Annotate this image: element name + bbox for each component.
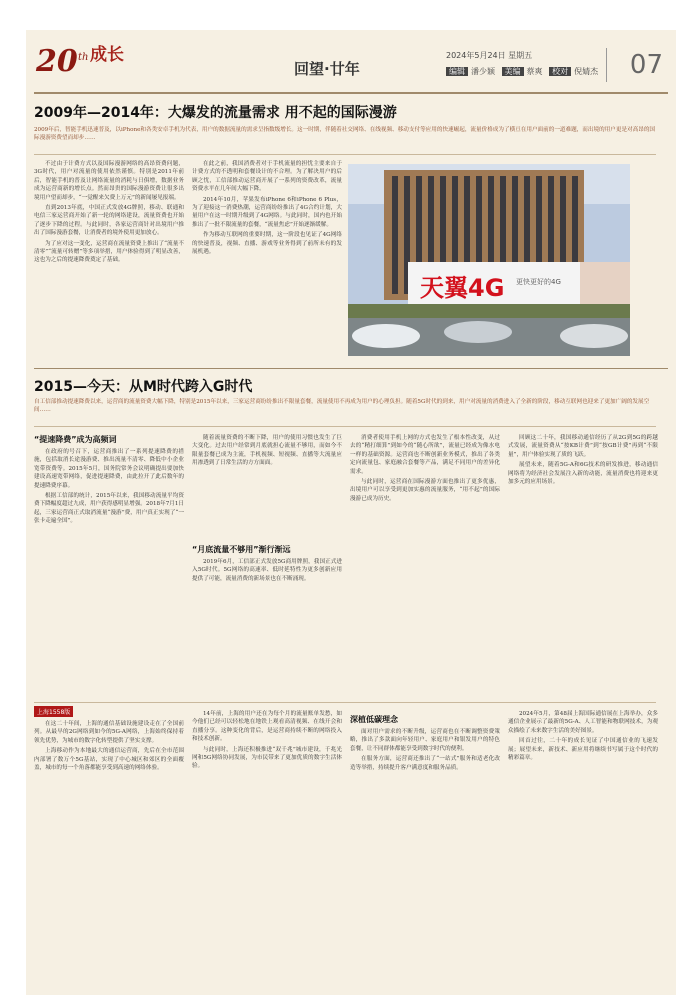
section1-column-1 [34, 160, 184, 360]
section2-lead: 自工信部推动提速降费以来，运营商的流量资费大幅下降，特别是2015年以来，三家运营商纷纷推出不限量套餐，流量使用不再成为用户的心理负担。随着5G时代的到来，用户对流量的消费进入了全新的阶段，移动互联网也迎来了更加广阔的发展空间…… [34, 399, 650, 413]
proofreader-tag: 校对 [549, 67, 571, 76]
section2-column-3 [350, 434, 500, 698]
paragraph: 在政府的号召下，运营商推出了一系列提速降费的措施，包括取消长途漫游费、推出流量不清零、降低中小企业宽带资费等。2015年5月，国务院常务会议明确提出要加快建设高速宽带网络，促进提速降费，由此拉开了此后数年的提速降费序幕。 [34, 449, 184, 489]
editor-tag: 编辑 [446, 67, 468, 76]
section2-column-2-bottom [192, 558, 342, 698]
editor-name: 潘少颖 [471, 67, 495, 76]
subhead-month-end-data: “月底流量不够用”渐行渐远 [192, 545, 291, 554]
paragraph: 在此之前，我国消费者对于手机流量的担忧主要来自于计费方式的不透明和套餐设计的不合理。为了解决用户的后顾之忧，工信部推动运营商开展了一系列的资费改革，流量资费水平在几年间大幅下降。 [192, 161, 342, 193]
section2-column-1 [34, 448, 184, 698]
masthead-rule [34, 92, 668, 94]
section2-column-2-top [192, 434, 342, 538]
paragraph: 直到2013年底，中国正式发放4G牌照，移动、联通和电信三家运营商开始了新一轮的网络建设，流量资费也开始了逐步下降的过程。与此同时，各家运营商针对出境用户推出了国际漫游套餐，让消费者的境外使用更加放心。 [34, 205, 184, 237]
section2-title: 2015—今天：从M时代跨入G时代 [34, 379, 253, 395]
paragraph: 与此同时，运营商在国际漫游方面也推出了更多优惠，出境用户可以享受到更加实惠的流量服务，“用不起”的国际漫游已成为历史。 [350, 479, 500, 502]
paragraph: 2014年10月，苹果发布iPhone 6和iPhone 6 Plus，为了迎接这一消费热潮，运营商纷纷推出了4G合约计划，大量用户在这一时期升级到了4G网络。与此同时，国内也开始推出了一批不限流量的套餐，“流量焦虑”开始逐渐缓解。 [192, 196, 342, 228]
billboard-illustration [348, 164, 630, 356]
section3-column-1 [34, 720, 184, 985]
paragraph: 展望未来，随着5G-A和6G技术的研发推进，移动通信网络将为经济社会发展注入新的动能，流量消费也将迎来更加多元的应用场景。 [508, 462, 658, 486]
paragraph: 回顾这二十年，我国移动通信经历了从2G到5G的跨越式发展，流量资费从“按KB计费”到“按GB计费”再到“不限量”，用户体验实现了质的飞跃。 [508, 435, 658, 458]
paragraph: 作为移动互联网的重要时期，这一阶段也见证了4G网络的快速普及，视频、直播、游戏等业务得到了前所未有的发展机遇。 [192, 232, 342, 256]
paragraph: 回首过往，二十年的成长见证了中国通信业的飞速发展；展望未来，新技术、新应用将继续书写属于这个时代的精彩篇章。 [508, 738, 658, 762]
paragraph: 不过由于计费方式以及国际漫游网络的高昂资费问题，3G时代，用户对流量的使用依然谨慎。特别是2011年前后，智能手机的普及让网络流量的消耗与日俱增，数据业务成为运营商新的增长点。然而昂贵的国际漫游资费让很多出境用户望而却步，“一觉醒来欠费上万元”的新闻屡见报端。 [34, 161, 184, 201]
designer-tag: 美编 [502, 67, 524, 76]
paragraph: 2024年5月，第48届上海国际通信展在上海举办，众多通信企业展示了最新的5G-A、人工智能和物联网技术，为观众描绘了未来数字生活的美好图景。 [508, 711, 658, 734]
divider [34, 702, 656, 703]
section3-column-3 [350, 728, 500, 985]
billboard-subtext: 更快更好的4G [516, 278, 561, 286]
newspaper-page [26, 30, 676, 995]
edition-tag: 上海1558版 [34, 706, 73, 717]
issue-date: 2024年5月24日 星期五 [446, 51, 533, 60]
paragraph: 随着流量资费的不断下降，用户的使用习惯也发生了巨大变化。过去用户经常到月底就担心流量不够用，而如今不限量套餐已成为主流，手机视频、短视频、直播等大流量应用渗透到了日常生活的方方面面。 [192, 435, 342, 467]
paragraph: 2019年6月，工信部正式发放5G商用牌照，我国正式进入5G时代。5G网络的高速率、低时延特性为更多创新应用提供了可能，流量消费的新场景也在不断涌现。 [192, 559, 342, 582]
paragraph: 在服务方面，运营商还推出了“一站式”服务和适老化改造等举措，持续提升客户满意度和服务品质。 [350, 756, 500, 771]
divider [34, 154, 656, 155]
masthead [26, 30, 676, 90]
subhead-speed-up-fee-cut: “提速降费”成为高频词 [34, 435, 117, 444]
section1-column-2 [192, 160, 342, 360]
section3-column-2 [192, 710, 342, 985]
section1-title: 2009年—2014年：大爆发的流量需求 用不起的国际漫游 [34, 105, 397, 121]
paragraph: 消费者使用手机上网的方式也发生了根本性改变，从过去的“精打细算”到如今的“随心所欲”，流量已经成为像水电一样的基础资源。运营商也不断创新业务模式，推出了各类定向流量包、家庭融合套餐等产品，满足不同用户的差异化需求。 [350, 435, 500, 475]
paragraph: 与此同时，上海还积极推进“双千兆”城市建设，千兆光网和5G网络协同发展，为市民带来了更加优质的数字生活体验。 [192, 746, 342, 770]
billboard-text: 天翼4G [420, 274, 505, 302]
section2-column-4 [508, 434, 658, 698]
billboard-photo [348, 164, 630, 356]
subhead-low-carbon: 深植低碳理念 [350, 715, 398, 724]
section-name: 回望·廿年 [294, 60, 360, 78]
designer-name: 蔡爽 [526, 67, 543, 76]
editor-credits [446, 66, 598, 77]
logo-text: 成长 [90, 45, 124, 65]
paragraph: 根据工信部的统计，2015年以来，我国移动流量平均资费下降幅度超过九成，用户获得感明显增强。2018年7月1日起，三家运营商正式取消流量“漫游”费，用户真正实现了“一张卡走遍全国”。 [34, 493, 184, 525]
section1-lead: 2009年后，智能手机迅速普及，以iPhone和各类安卓手机为代表，用户的数据流量的需求呈指数级增长。这一时期，伴随着社交网络、在线视频、移动支付等应用的快速崛起，流量价格成为了横亘在用户面前的一道难题，而出境的用户更是对高昂的国际漫游资费望而却步…… [34, 127, 656, 141]
section3-column-4 [508, 710, 658, 985]
paragraph: 在这二十年间，上海的通信基础设施建设走在了全国前列。从最早的2G网络到如今的5G-A网络，上海始终保持着领先优势，为城市的数字化转型提供了坚实支撑。 [34, 721, 184, 744]
logo-number: 20 [36, 44, 78, 79]
section2-rule [34, 368, 668, 369]
paragraph: 为了应对这一变化，运营商在流量资费上推出了“流量不清零”“流量可转赠”等多项举措，用户体验得到了明显改善，这也为之后的提速降费奠定了基础。 [34, 240, 184, 264]
proofreader-name: 倪婧杰 [574, 67, 599, 76]
page-number: 07 [606, 48, 663, 82]
divider [34, 426, 656, 427]
paragraph: 14年前，上海的用户还在为每个月的流量账单发愁，如今他们已经可以轻松地在地铁上观看高清视频、在线开会和直播分享。这种变化的背后，是运营商持续不断的网络投入和技术创新。 [192, 711, 342, 743]
paragraph: 上海移动作为本地最大的通信运营商，先后在全市范围内部署了数万个5G基站，实现了中心城区和郊区的全面覆盖，城市的每一个角落都能享受到高速的网络体验。 [34, 748, 184, 772]
paragraph: 面对用户需求的不断升级，运营商也在不断调整资费策略，推出了多款面向年轻用户、家庭用户和银发用户的特色套餐，让不同群体都能享受到数字时代的便利。 [350, 729, 500, 752]
logo-suffix: th [78, 52, 89, 63]
